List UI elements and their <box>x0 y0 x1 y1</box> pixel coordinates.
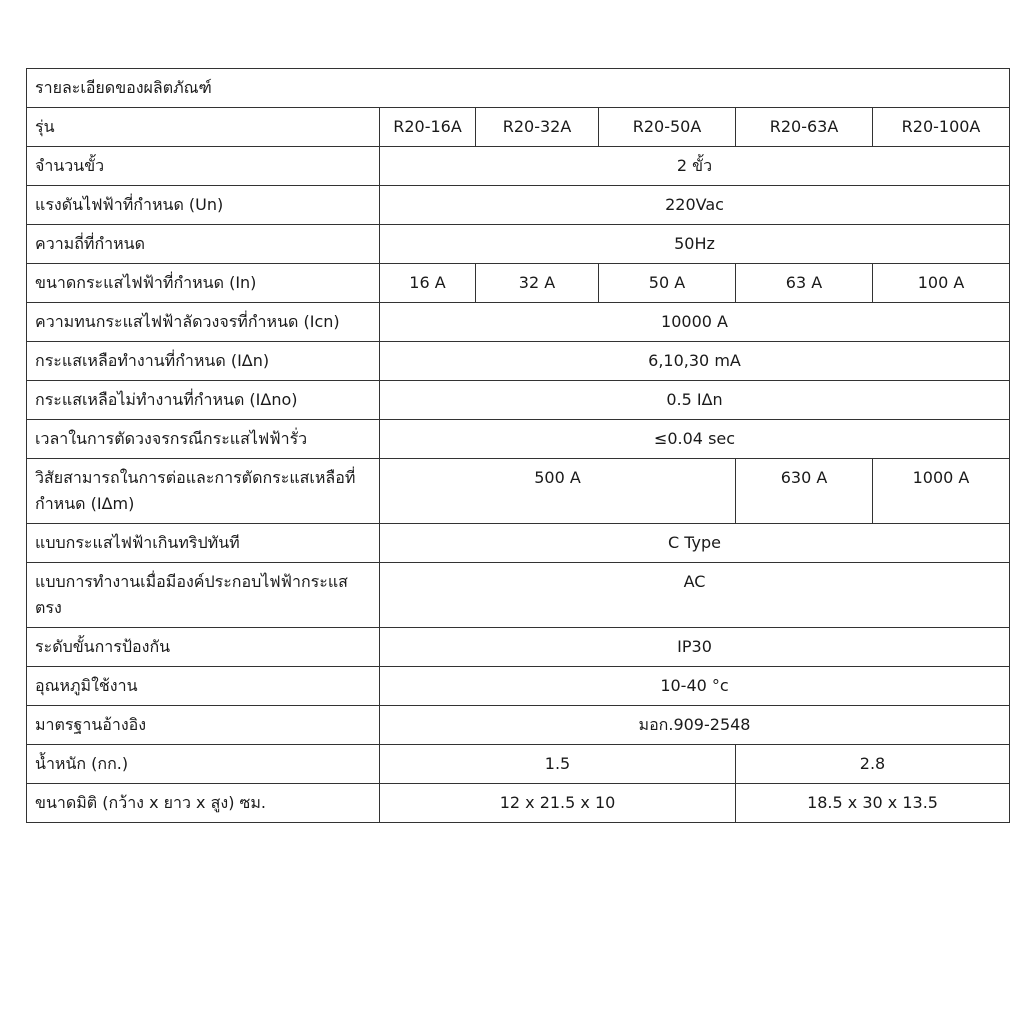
table-row <box>27 628 1010 667</box>
table-row <box>27 420 1010 459</box>
row-label: อุณหภูมิใช้งาน <box>27 667 380 706</box>
row-value: มอก.909-2548 <box>380 706 1010 745</box>
row-value: R20-16A <box>380 108 476 147</box>
table-row <box>27 108 1010 147</box>
table-row <box>27 524 1010 563</box>
spec-table <box>26 68 1010 823</box>
row-label: กระแสเหลือทำงานที่กำหนด (IΔn) <box>27 342 380 381</box>
table-row <box>27 147 1010 186</box>
row-value: ≤0.04 sec <box>380 420 1010 459</box>
row-value: R20-50A <box>599 108 736 147</box>
row-label: ขนาดกระแสไฟฟ้าที่กำหนด (In) <box>27 264 380 303</box>
table-row <box>27 225 1010 264</box>
title-row <box>27 69 1010 108</box>
row-label: มาตรฐานอ้างอิง <box>27 706 380 745</box>
table-row <box>27 459 1010 524</box>
row-value: 1000 A <box>873 459 1010 524</box>
row-value: 12 x 21.5 x 10 <box>380 784 736 823</box>
row-value: R20-63A <box>736 108 873 147</box>
row-label: กระแสเหลือไม่ทำงานที่กำหนด (IΔno) <box>27 381 380 420</box>
row-label: ความทนกระแสไฟฟ้าลัดวงจรที่กำหนด (Icn) <box>27 303 380 342</box>
table-row <box>27 745 1010 784</box>
table-row <box>27 667 1010 706</box>
row-value: 6,10,30 mA <box>380 342 1010 381</box>
table-row <box>27 303 1010 342</box>
table-row <box>27 563 1010 628</box>
row-value: 100 A <box>873 264 1010 303</box>
row-value: 32 A <box>476 264 599 303</box>
row-value: 500 A <box>380 459 736 524</box>
row-label: แรงดันไฟฟ้าที่กำหนด (Un) <box>27 186 380 225</box>
row-value: C Type <box>380 524 1010 563</box>
row-label: แบบกระแสไฟฟ้าเกินทริปทันที <box>27 524 380 563</box>
table-row <box>27 186 1010 225</box>
row-label: รุ่น <box>27 108 380 147</box>
table-row <box>27 784 1010 823</box>
row-value: R20-32A <box>476 108 599 147</box>
row-label: จำนวนขั้ว <box>27 147 380 186</box>
row-label: เวลาในการตัดวงจรกรณีกระแสไฟฟ้ารั่ว <box>27 420 380 459</box>
row-value: IP30 <box>380 628 1010 667</box>
row-value: AC <box>380 563 1010 628</box>
row-value: 50 A <box>599 264 736 303</box>
table-row <box>27 264 1010 303</box>
row-label: ขนาดมิติ (กว้าง x ยาว x สูง) ซม. <box>27 784 380 823</box>
table-row <box>27 342 1010 381</box>
row-value: 0.5 IΔn <box>380 381 1010 420</box>
table-title: รายละเอียดของผลิตภัณฑ์ <box>27 69 1010 108</box>
row-label: วิสัยสามารถในการต่อและการตัดกระแสเหลือที่กำหนด (IΔm) <box>27 459 380 524</box>
row-value: 10-40 °c <box>380 667 1010 706</box>
row-value: 10000 A <box>380 303 1010 342</box>
table-row <box>27 706 1010 745</box>
row-value: 630 A <box>736 459 873 524</box>
row-value: 220Vac <box>380 186 1010 225</box>
row-value: 63 A <box>736 264 873 303</box>
row-value: 2.8 <box>736 745 1010 784</box>
row-value: 50Hz <box>380 225 1010 264</box>
row-label: ความถี่ที่กำหนด <box>27 225 380 264</box>
row-value: 16 A <box>380 264 476 303</box>
row-label: น้ำหนัก (กก.) <box>27 745 380 784</box>
row-value: 2 ขั้ว <box>380 147 1010 186</box>
table-row <box>27 381 1010 420</box>
row-value: R20-100A <box>873 108 1010 147</box>
row-value: 1.5 <box>380 745 736 784</box>
row-label: ระดับขั้นการป้องกัน <box>27 628 380 667</box>
row-label: แบบการทำงานเมื่อมีองค์ประกอบไฟฟ้ากระแสตรง <box>27 563 380 628</box>
row-value: 18.5 x 30 x 13.5 <box>736 784 1010 823</box>
